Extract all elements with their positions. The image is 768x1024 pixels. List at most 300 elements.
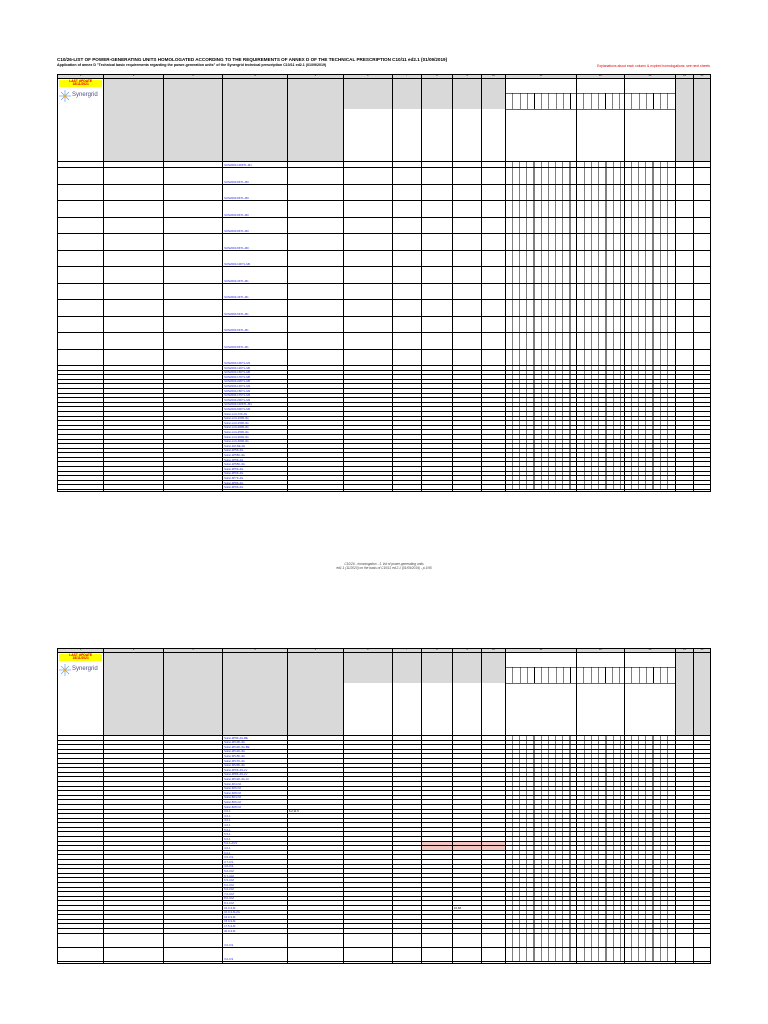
header-cell-9 (453, 653, 482, 736)
row-cell-col-2 (104, 947, 163, 961)
model-link[interactable]: 6.0-1 (224, 836, 231, 841)
header-split-cell (482, 653, 505, 735)
row-cell-col-1 (58, 316, 104, 333)
row-cell-col-3 (163, 201, 222, 218)
model-link[interactable]: 4.0-3-S (224, 864, 234, 869)
model-link[interactable]: Sofar-3K4-NJ (224, 781, 242, 786)
sub-column-grid (625, 653, 676, 735)
row-cell-col-9 (453, 234, 482, 251)
row-cell-col-11 (505, 316, 576, 333)
row-cell-col-12 (577, 234, 624, 251)
row-cell-col-5 (287, 234, 343, 251)
row-cell-col-7 (392, 283, 421, 300)
model-link[interactable]: SUN2000-8KTL-M0 (224, 229, 249, 234)
model-link[interactable]: 5.0-3-M (224, 882, 234, 887)
last-update-badge (59, 80, 102, 87)
model-link[interactable]: Sofar-3P10K-4G-LV (224, 777, 249, 782)
model-link[interactable]: Sofar-mini-1500-4G (224, 420, 249, 425)
row-cell-col-2 (104, 184, 163, 201)
end-cell (693, 961, 710, 963)
synergrid-logo-text: Synergrid (72, 666, 98, 673)
column-number-4: 4 (223, 75, 288, 79)
row-cell-col-7 (392, 349, 421, 366)
row-cell-col-4 (223, 267, 288, 284)
row-cell-col-13 (624, 267, 676, 284)
row-cell-col-10 (482, 250, 506, 267)
synergrid-star-icon (59, 664, 71, 676)
row-cell-col-13 (624, 947, 676, 961)
explanations-note: Explanations about each column & expired homologations: see next sheets (597, 64, 710, 68)
row-cell-col-14 (676, 168, 693, 185)
model-link[interactable]: 7.0-3-M (224, 891, 234, 896)
column-number-14: 14 (676, 649, 693, 653)
row-cell-col-3 (163, 316, 222, 333)
end-cell (482, 490, 506, 492)
model-link[interactable]: Sofar-1P55K-4G (224, 462, 245, 467)
end-cell (421, 490, 452, 492)
end-cell (287, 961, 343, 963)
model-link[interactable]: 4.0-1 (224, 845, 231, 850)
row-cell-col-11 (505, 184, 576, 201)
footer-line-2: ed1.1 (11/2020) on the basis of C10/11 ed.2.1 (01/09/2019) - p.1/95 (336, 566, 432, 570)
header-cell-12 (577, 79, 624, 162)
row-cell-col-5 (287, 349, 343, 366)
header-cell-13 (624, 79, 676, 162)
model-link[interactable]: 10.0-3-M (224, 905, 236, 910)
row-cell-col-1 (58, 184, 104, 201)
row-cell-col-12 (577, 333, 624, 350)
model-link[interactable]: 12.0-3-M (224, 914, 236, 919)
table-end-row (58, 490, 711, 492)
end-cell (223, 961, 288, 963)
row-cell-col-12 (577, 250, 624, 267)
header-split-cell (453, 653, 481, 735)
header-cell-13 (624, 653, 676, 736)
end-cell (58, 490, 104, 492)
column-number-13: 13 (624, 75, 676, 79)
row-cell-col-5 (287, 933, 343, 947)
row-cell-col-2 (104, 933, 163, 947)
row-cell-col-15 (693, 234, 710, 251)
model-link[interactable]: 8.0-3-M (224, 896, 234, 901)
row-cell-col-10 (482, 168, 506, 185)
row-cell-col-5 (287, 283, 343, 300)
row-cell-col-4 (223, 316, 288, 333)
model-link[interactable]: SUN2000-10KTL-M0 (224, 262, 251, 267)
end-cell (344, 490, 393, 492)
column-number-8: 8 (421, 649, 452, 653)
model-link[interactable]: SUN2000-8KTL-M1 (224, 344, 249, 349)
table-row (58, 300, 711, 317)
column-number-11: 11 (505, 649, 576, 653)
table-row (58, 267, 711, 284)
model-link[interactable]: Sofar-mini-3000-4G (224, 439, 249, 444)
header-cell-7 (392, 79, 421, 162)
row-cell-col-13 (624, 168, 676, 185)
model-link[interactable]: Sofar-1P5K-4G (224, 448, 244, 453)
model-link[interactable]: SUN2000-4KTL-M1 (224, 295, 249, 300)
model-link[interactable]: Sofar-mini-700-4G (224, 411, 248, 416)
row-cell-col-14 (676, 947, 693, 961)
table-row (58, 217, 711, 234)
table-row (58, 333, 711, 350)
sub-column-grid (506, 79, 576, 161)
model-link[interactable]: 5.0-1 (224, 827, 231, 832)
row-cell-col-12 (577, 283, 624, 300)
model-link[interactable]: SUN2000-8KTL-M0 (224, 245, 249, 250)
row-cell-col-9 (453, 217, 482, 234)
header-cell-14 (676, 653, 693, 736)
model-link[interactable]: 3.0-3-S (224, 942, 234, 947)
row-cell-col-10 (482, 184, 506, 201)
row-cell-col-2 (104, 250, 163, 267)
row-cell-col-15 (693, 168, 710, 185)
column-9-value: 16,66 (454, 905, 461, 910)
table-row (58, 250, 711, 267)
model-link[interactable]: Sofar-3P6K-4G-LV (224, 767, 248, 772)
row-cell-col-14 (676, 316, 693, 333)
row-cell-col-2 (104, 300, 163, 317)
model-link[interactable]: Sofar-3P9K-4G (224, 485, 244, 490)
column-number-10: 10 (482, 75, 506, 79)
model-link[interactable]: Sofar-mini-1000-4G (224, 416, 249, 421)
row-cell-col-5 (287, 250, 343, 267)
row-cell-col-11 (505, 333, 576, 350)
model-link[interactable]: Sofar-3K8-NJ (224, 790, 242, 795)
model-link[interactable]: 4.0-1 (224, 818, 231, 823)
end-cell (577, 490, 624, 492)
row-cell-col-14 (676, 333, 693, 350)
model-link[interactable]: Sofar-3P5K-4G (224, 466, 244, 471)
row-cell-col-13 (624, 283, 676, 300)
row-cell-col-13 (624, 933, 676, 947)
header-cell-15 (693, 653, 710, 736)
model-link[interactable]: SUN2000-100KTL-M1 (224, 163, 252, 168)
header-split-cell (482, 79, 505, 161)
row-cell-col-12 (577, 267, 624, 284)
model-link[interactable]: 3.0-1 (224, 809, 231, 814)
document-subtitle: Application of annex D "Technical basic requirements regarding the power-generation units" of the Synergrid technical prescription C10/11 ed2.1 (01/09/2019) (57, 63, 327, 67)
row-cell-col-3 (163, 947, 222, 961)
model-link[interactable]: Sofar-3P10K-4G-BE (224, 744, 250, 749)
header-cell-4 (223, 653, 288, 736)
model-link[interactable]: Sofar-1P55K-4G (224, 452, 245, 457)
row-cell-col-13 (624, 316, 676, 333)
row-cell-col-13 (624, 217, 676, 234)
row-cell-col-5 (287, 333, 343, 350)
row-cell-col-2 (104, 349, 163, 366)
model-link[interactable]: 5.7-3-M (224, 873, 234, 878)
model-link[interactable]: 5.0-3-M (224, 868, 234, 873)
row-cell-col-9 (453, 300, 482, 317)
model-link[interactable]: Sofar-3P20K-4G (224, 763, 245, 768)
row-cell-col-7 (392, 267, 421, 284)
homologation-table-page-1 (57, 74, 711, 492)
row-cell-col-10 (482, 217, 506, 234)
end-cell (58, 961, 104, 963)
column-number-5: 5 (287, 649, 343, 653)
row-cell-col-2 (104, 283, 163, 300)
row-cell-col-15 (693, 333, 710, 350)
model-link[interactable]: 15.0-3-M (224, 919, 236, 924)
header-cell-15 (693, 79, 710, 162)
row-cell-col-10 (482, 300, 506, 317)
column-number-15: 15 (693, 75, 710, 79)
table-row (58, 184, 711, 201)
header-cell-5 (287, 79, 343, 162)
row-cell-col-6 (344, 349, 393, 366)
row-cell-col-3 (163, 300, 222, 317)
header-cell-11 (505, 653, 576, 736)
header-cell-6 (344, 79, 393, 162)
row-cell-col-2 (104, 217, 163, 234)
row-cell-col-15 (693, 201, 710, 218)
model-link[interactable]: 6.0-3-M (224, 887, 234, 892)
row-cell-col-1 (58, 349, 104, 366)
end-cell (453, 961, 482, 963)
model-link[interactable]: 3.0-3-S (224, 855, 234, 860)
column-number-2: 2 (104, 75, 163, 79)
row-cell-col-8 (421, 168, 452, 185)
model-link[interactable]: Sofar-5K4-NJ (224, 795, 242, 800)
model-link[interactable]: 6.0-1 (224, 850, 231, 855)
model-link[interactable]: SUN2000-15KTL-M2 (224, 388, 251, 393)
model-link[interactable]: Sofar-1P5K-4G (224, 457, 244, 462)
column-number-7: 7 (392, 75, 421, 79)
model-link[interactable]: 3.7-3-S (224, 859, 234, 864)
row-cell-col-14 (676, 933, 693, 947)
model-link[interactable]: Sofar-3P12K-4G (224, 749, 245, 754)
row-cell-col-15 (693, 217, 710, 234)
header-split-cell (344, 79, 392, 161)
row-cell-col-11 (505, 267, 576, 284)
row-cell-col-9 (453, 168, 482, 185)
row-cell-col-14 (676, 217, 693, 234)
row-cell-col-14 (676, 300, 693, 317)
model-link[interactable]: Sofar-6K8-NJ (224, 804, 242, 809)
model-link[interactable]: Sofar-mini-3000-4G (224, 434, 249, 439)
row-cell-col-7 (392, 300, 421, 317)
row-cell-col-1 (58, 333, 104, 350)
row-cell-col-15 (693, 184, 710, 201)
model-link[interactable]: SUN2000-15KTL-M0 (224, 370, 251, 375)
model-link[interactable]: SUN2000-8KTL-M0 (224, 212, 249, 217)
column-number-9: 9 (453, 649, 482, 653)
model-link[interactable]: SUN2000-10KTL-M1 (224, 361, 251, 366)
row-cell-col-10 (482, 283, 506, 300)
header-cell-7 (392, 653, 421, 736)
row-cell-col-4 (223, 333, 288, 350)
table-row (58, 349, 711, 366)
model-link[interactable]: SUN2000-6KTL-M1 (224, 328, 249, 333)
model-link[interactable]: SUN2000-12KTL-M2 (224, 384, 251, 389)
row-cell-col-9 (453, 333, 482, 350)
model-link[interactable]: SUN2000-5KTL-M1 (224, 311, 249, 316)
model-link[interactable]: SUN2000-3KTL-M1 (224, 278, 249, 283)
model-link[interactable]: 5.5-1 (224, 832, 231, 837)
model-link[interactable]: Sofar-3P15K-4G (224, 754, 245, 759)
model-link[interactable]: Sofar-3P6K-4G (224, 471, 244, 476)
model-link[interactable]: Sofar-3P17K-4G (224, 758, 245, 763)
table-row (58, 933, 711, 947)
row-cell-col-15 (693, 250, 710, 267)
header-cell-10 (482, 653, 506, 736)
synergrid-logo (59, 90, 102, 102)
model-link[interactable]: Sofar-3P8K-4G (224, 480, 244, 485)
row-cell-col-6 (344, 267, 393, 284)
model-link[interactable]: SUN2000-20KTL-M0 (224, 379, 251, 384)
header-cell-6 (344, 653, 393, 736)
column-number-14: 14 (676, 75, 693, 79)
row-cell-col-1 (58, 168, 104, 185)
model-link[interactable]: 3.6-1 (224, 813, 231, 818)
table-row (58, 947, 711, 961)
row-cell-col-8 (421, 333, 452, 350)
end-cell (163, 961, 222, 963)
row-cell-col-5 (287, 947, 343, 961)
row-cell-col-9 (453, 184, 482, 201)
row-cell-col-7 (392, 933, 421, 947)
model-link[interactable]: SUN2000-12KTL-M0 (224, 365, 251, 370)
column-number-3: 3 (163, 75, 222, 79)
last-update-label: LAST UPDATE (69, 652, 93, 657)
row-cell-col-2 (104, 333, 163, 350)
row-cell-col-12 (577, 933, 624, 947)
model-link[interactable]: Sofar-mini-2000-4G (224, 425, 249, 430)
row-cell-col-1 (58, 234, 104, 251)
header-cell-11 (505, 79, 576, 162)
row-cell-col-8 (421, 349, 452, 366)
model-link[interactable]: Sofar-1K1SE-4G (224, 443, 246, 448)
header-split-cell (393, 79, 421, 161)
row-cell-col-4 (223, 349, 288, 366)
row-cell-col-5 (287, 201, 343, 218)
last-update-label: LAST UPDATE (69, 78, 93, 83)
row-cell-col-14 (676, 234, 693, 251)
model-link[interactable]: SUN2000-8KTL-M0 (224, 196, 249, 201)
row-cell-col-6 (344, 933, 393, 947)
row-cell-col-10 (482, 234, 506, 251)
row-cell-col-9 (453, 316, 482, 333)
end-cell (624, 490, 676, 492)
end-cell (392, 490, 421, 492)
model-link[interactable]: SUN2000-17KTL-M2 (224, 393, 251, 398)
row-cell-col-12 (577, 168, 624, 185)
column-number-9: 9 (453, 75, 482, 79)
table-row (58, 168, 711, 185)
row-cell-col-10 (482, 349, 506, 366)
header-split-cell (422, 653, 452, 735)
last-update-date: 18/11/2021 (72, 82, 89, 87)
row-cell-col-2 (104, 234, 163, 251)
row-cell-col-13 (624, 201, 676, 218)
row-cell-col-4 (223, 933, 288, 947)
row-cell-col-7 (392, 947, 421, 961)
header-split-cell (453, 79, 481, 161)
row-cell-col-1 (58, 947, 104, 961)
footer-line-1: C10/26 - homologation - 1. list of power-generating units (344, 562, 424, 566)
header-split-cell (422, 79, 452, 161)
row-cell-col-12 (577, 947, 624, 961)
row-cell-col-5 (287, 217, 343, 234)
column-number-12: 12 (577, 649, 624, 653)
model-link[interactable]: 4.6-1 (224, 822, 231, 827)
column-number-8: 8 (421, 75, 452, 79)
row-cell-col-5 (287, 267, 343, 284)
model-link[interactable]: SUN2000-20KTL-M2 (224, 397, 251, 402)
model-link[interactable]: Sofar-3P8K-4G-BE (224, 735, 248, 740)
row-cell-col-5 (287, 300, 343, 317)
model-link[interactable]: 20.0-3-M (224, 928, 236, 933)
row-cell-col-14 (676, 349, 693, 366)
row-cell-col-8 (421, 267, 452, 284)
end-cell (287, 490, 343, 492)
row-cell-col-8 (421, 250, 452, 267)
row-cell-col-12 (577, 217, 624, 234)
page-footer (0, 562, 768, 570)
row-cell-col-4 (223, 283, 288, 300)
header-cell-8 (421, 653, 452, 736)
row-cell-col-3 (163, 933, 222, 947)
header-cell-8 (421, 79, 452, 162)
model-link[interactable]: Sofar-3P8K-4G-LV (224, 772, 248, 777)
row-cell-col-6 (344, 234, 393, 251)
model-link[interactable]: Sofar-3P7K-4G (224, 475, 244, 480)
model-link[interactable]: 17.5-3-M (224, 924, 236, 929)
row-cell-col-10 (482, 267, 506, 284)
model-link[interactable]: 10.0-3-M-2G (224, 910, 240, 915)
row-cell-col-15 (693, 267, 710, 284)
row-cell-col-4 (223, 217, 288, 234)
end-cell (344, 961, 393, 963)
model-link[interactable]: SUN2000-17KTL-M0 (224, 374, 251, 379)
model-link[interactable]: Sofar-5K6-NJ (224, 800, 242, 804)
row-cell-col-6 (344, 217, 393, 234)
row-cell-col-7 (392, 234, 421, 251)
row-cell-col-11 (505, 168, 576, 185)
model-link[interactable]: 8.2-3-M (224, 901, 234, 906)
model-link[interactable]: 3.0-3-S (224, 956, 234, 961)
end-cell (505, 961, 576, 963)
table-row (58, 283, 711, 300)
row-cell-col-5 (287, 168, 343, 185)
model-link[interactable]: Sofar-3P10K-4G (224, 740, 245, 745)
row-cell-col-11 (505, 250, 576, 267)
model-link[interactable]: SUN2000-100KTL-M1 (224, 402, 252, 407)
model-link[interactable]: 6.5-3-M (224, 878, 234, 883)
row-cell-col-9 (453, 201, 482, 218)
model-link[interactable]: SUN2000-60KTL-M0 (224, 407, 251, 412)
end-cell (453, 490, 482, 492)
row-cell-col-4 (223, 234, 288, 251)
end-cell (624, 961, 676, 963)
row-cell-col-3 (163, 250, 222, 267)
header-cell-1 (58, 653, 104, 736)
row-cell-col-15 (693, 947, 710, 961)
row-cell-col-15 (693, 316, 710, 333)
sub-column-grid (577, 79, 623, 161)
model-link[interactable]: 5.0-1-AUS (224, 841, 238, 846)
table-row (58, 234, 711, 251)
row-cell-col-11 (505, 217, 576, 234)
model-link[interactable]: Sofar-3K6-NJ (224, 786, 242, 791)
row-cell-col-11 (505, 201, 576, 218)
row-cell-col-3 (163, 217, 222, 234)
row-cell-col-9 (453, 250, 482, 267)
model-link[interactable]: Sofar-mini-2500-4G (224, 430, 249, 434)
model-link[interactable]: SUN2000-8KTL-M0 (224, 179, 249, 184)
row-cell-col-6 (344, 250, 393, 267)
